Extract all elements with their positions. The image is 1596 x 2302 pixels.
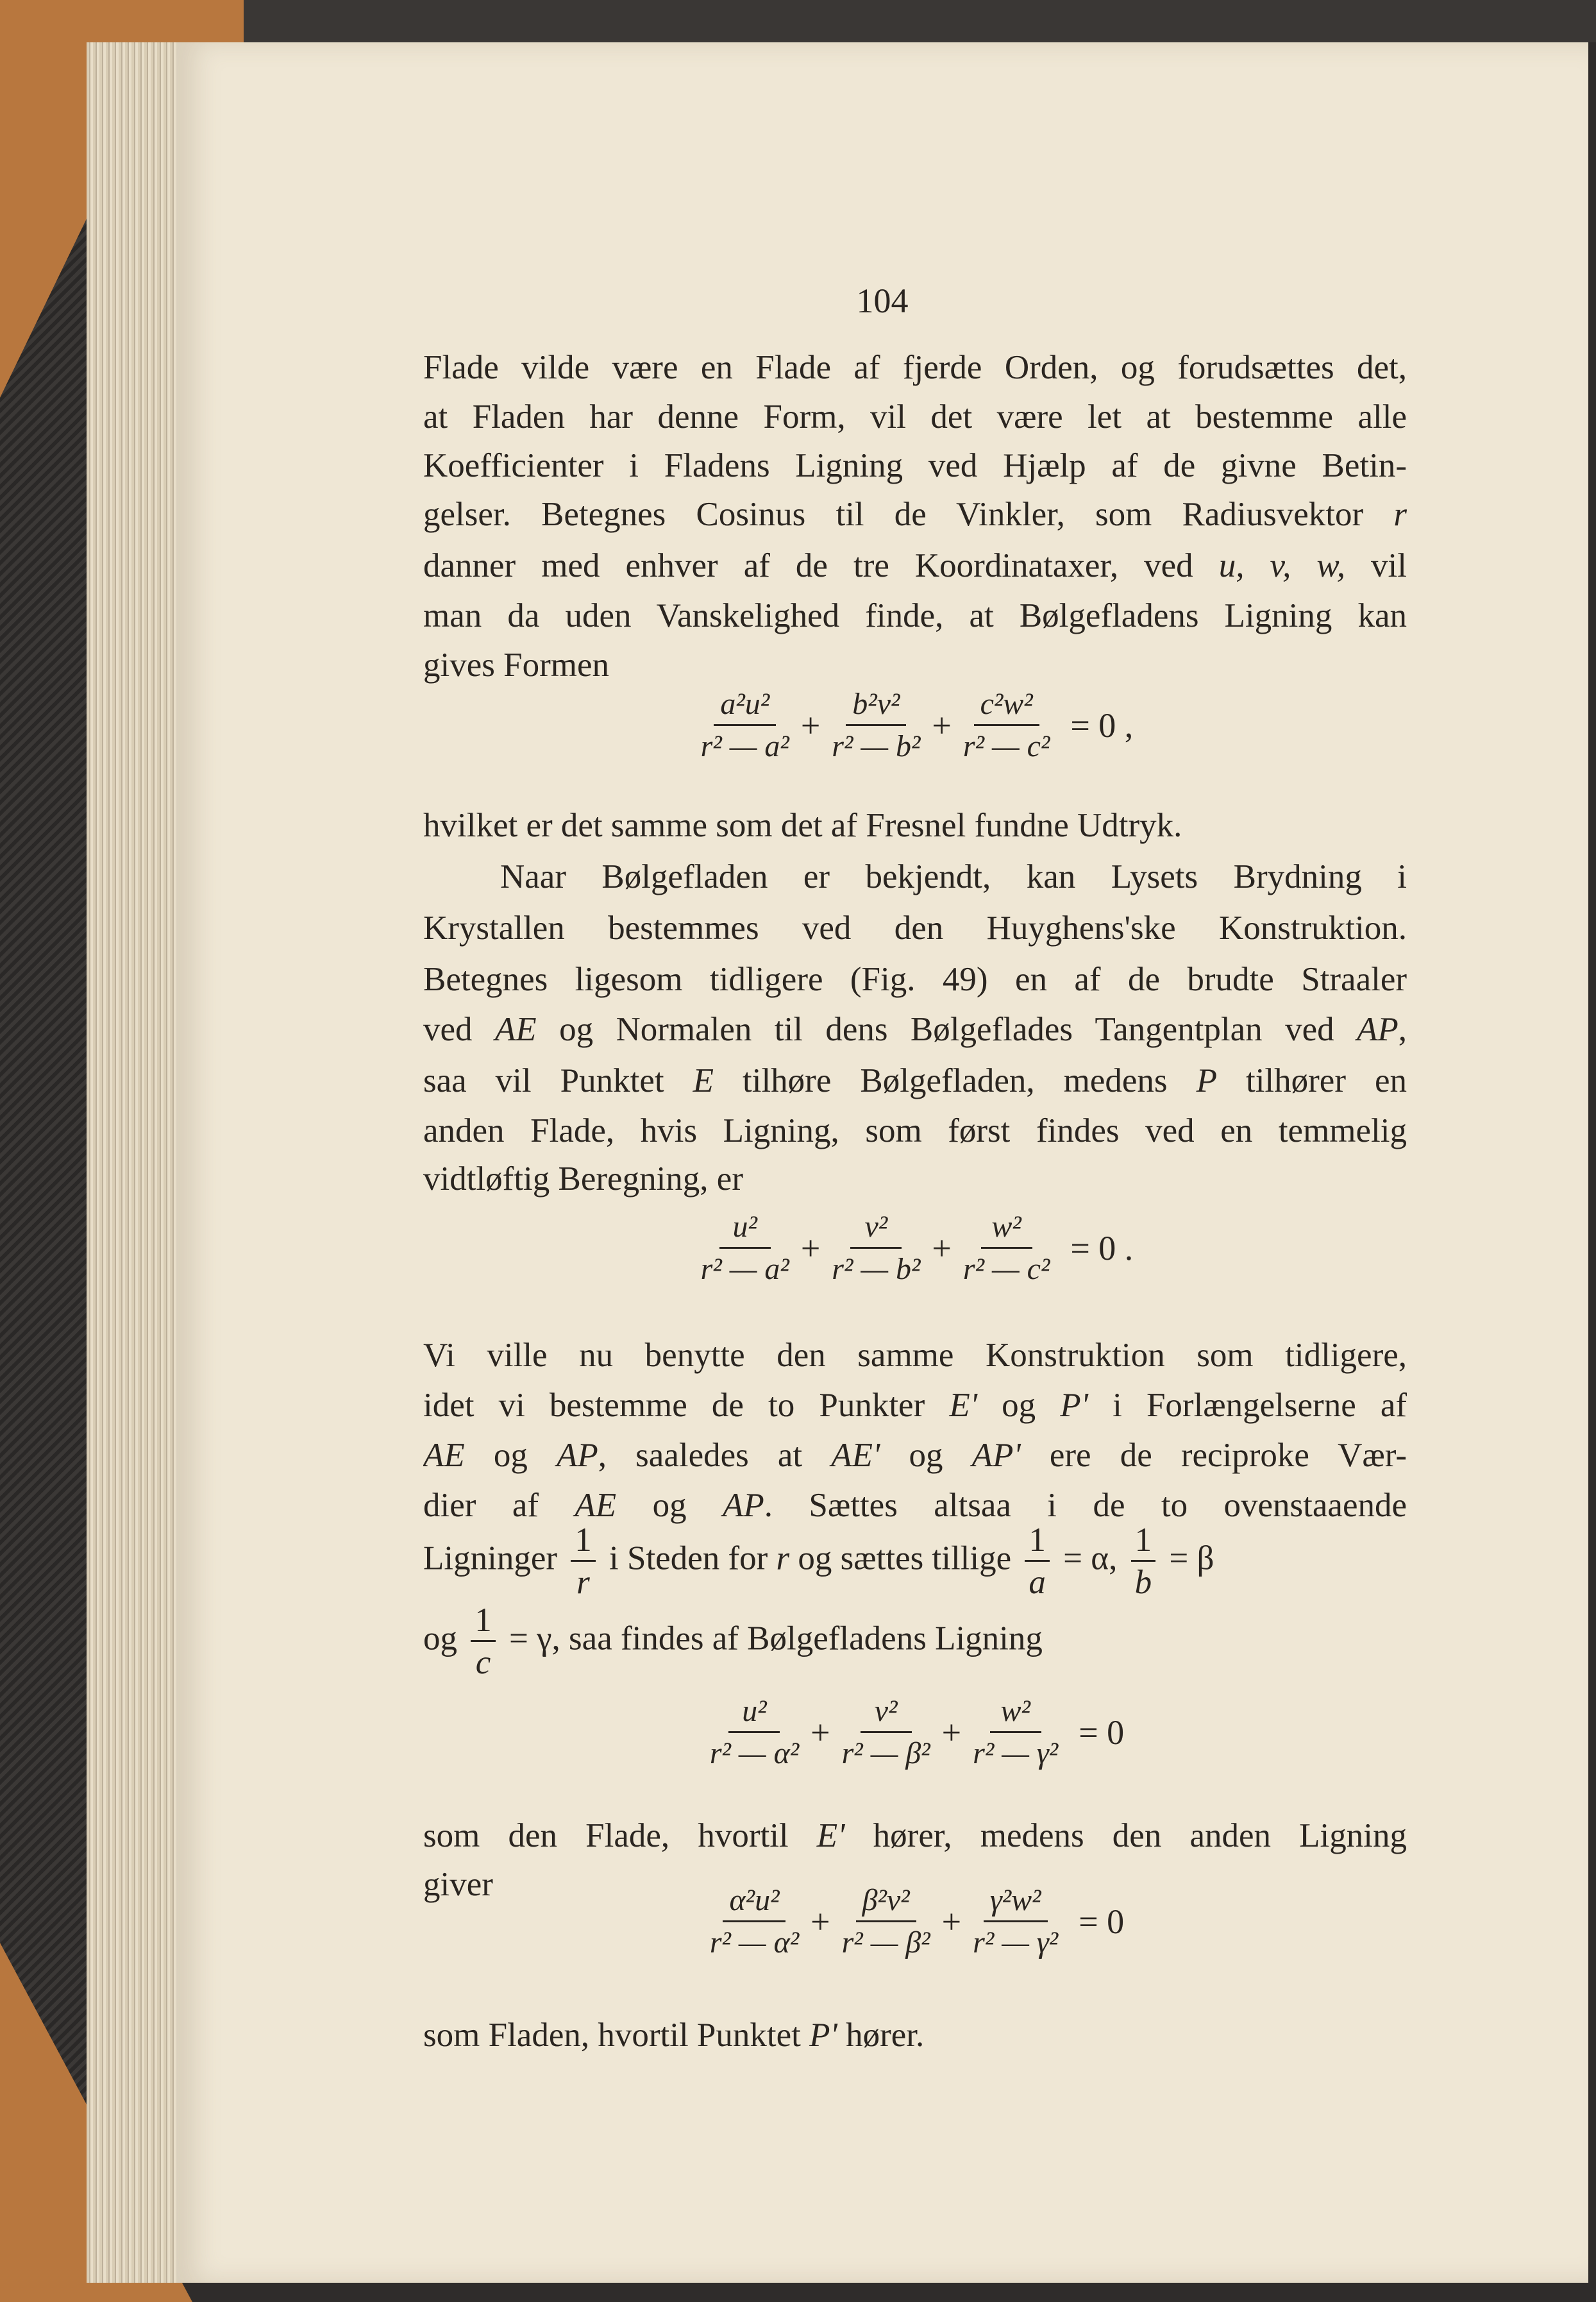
text-line — [423, 1816, 1407, 1858]
text-run: i Forlængelserne af — [1088, 1387, 1407, 1424]
text-run: , — [1398, 1011, 1407, 1048]
fraction-denominator: r² — α² — [709, 1925, 800, 1959]
plus-sign: + — [932, 706, 952, 745]
plus-sign: + — [800, 706, 821, 745]
inline-fraction — [1131, 1523, 1156, 1600]
math-symbol: P' — [809, 2017, 837, 2054]
page-number: 104 — [856, 282, 909, 320]
plus-sign: + — [800, 1228, 821, 1267]
text-run: tilhøre Bølgefladen, medens — [714, 1062, 1197, 1099]
plus-sign: + — [932, 1228, 952, 1267]
plus-sign: + — [941, 1902, 962, 1941]
fraction — [832, 1209, 920, 1287]
equation-rhs: = 0 — [1079, 1713, 1125, 1752]
fraction — [963, 686, 1050, 764]
text-run: som den Flade, hvortil — [423, 1817, 817, 1854]
fraction-denominator: r² — β² — [841, 1925, 930, 1959]
fraction-numerator: γ²w² — [984, 1883, 1048, 1922]
text-line — [423, 597, 1407, 638]
math-symbol: P — [1196, 1062, 1217, 1099]
math-symbol: AP — [557, 1437, 598, 1474]
text-run: man da uden Vanskelighed finde, at Bølgefladens Ligning kan — [423, 597, 1407, 634]
equation — [423, 1883, 1407, 1960]
equation-rhs: = 0 — [1079, 1902, 1125, 1941]
math-symbol: AE — [423, 1437, 465, 1474]
fraction — [963, 1209, 1050, 1287]
plus-sign: + — [941, 1713, 962, 1752]
text-line — [423, 1386, 1407, 1427]
text-run: saa vil Punktet — [423, 1062, 693, 1099]
text-run: Flade vilde være en Flade af fjerde Orden, og forudsættes det, — [423, 349, 1407, 386]
text-run: og sættes tillige — [789, 1539, 1020, 1577]
text-run: og — [423, 1620, 466, 1657]
leather-edge — [90, 0, 244, 42]
fraction — [701, 686, 789, 764]
text-run: gives Formen — [423, 647, 609, 684]
text-run: Ligninger — [423, 1539, 566, 1577]
fraction-denominator: r² — a² — [700, 729, 789, 763]
text-line — [423, 1436, 1407, 1477]
fraction-numerator: a²u² — [714, 686, 776, 726]
fraction-denominator: r — [576, 1564, 590, 1601]
fraction — [973, 1693, 1058, 1771]
fraction-denominator: a — [1029, 1564, 1046, 1601]
text-run: Vi ville nu benytte den samme Konstruktion som tidligere, — [423, 1337, 1407, 1374]
equation — [423, 686, 1407, 764]
math-symbol: u, v, w, — [1218, 547, 1346, 584]
text-run: og — [977, 1387, 1061, 1424]
fraction — [710, 1693, 799, 1771]
fraction-numerator: u² — [728, 1693, 780, 1733]
text-line — [423, 909, 1407, 950]
fraction-denominator: r² — b² — [832, 1252, 921, 1286]
text-run: hvilket er det samme som det af Fresnel fundne Udtryk. — [423, 807, 1182, 844]
fraction-numerator: β²v² — [856, 1883, 916, 1922]
math-symbol: r — [1393, 496, 1407, 533]
text-line — [423, 646, 1407, 684]
page-stack — [87, 42, 180, 2283]
text-line — [423, 1112, 1407, 1153]
text-run: r — [776, 1539, 790, 1577]
text-run: hører. — [837, 2017, 925, 2054]
text-line — [423, 398, 1407, 439]
fraction — [832, 686, 920, 764]
text-line — [423, 960, 1407, 1001]
fraction-denominator: r² — γ² — [973, 1736, 1059, 1770]
fraction-numerator: 1 — [1025, 1523, 1050, 1562]
text-run: , saaledes at — [598, 1437, 832, 1474]
fraction — [842, 1883, 930, 1960]
math-symbol: AP' — [971, 1437, 1021, 1474]
text-run: hører, medens den anden Ligning — [844, 1817, 1407, 1854]
math-symbol: E' — [816, 1817, 845, 1854]
math-symbol: AE — [494, 1011, 537, 1048]
text-run: tilhører en — [1216, 1062, 1407, 1099]
text-line — [423, 348, 1407, 389]
text-line — [423, 1336, 1407, 1377]
text-run: som Fladen, hvortil Punktet — [423, 2017, 810, 2054]
text-line — [423, 1160, 1407, 1198]
text-run: i Steden for — [600, 1539, 777, 1577]
math-symbol: E' — [949, 1387, 978, 1424]
text-line — [423, 806, 1407, 845]
text-run: = α, — [1054, 1539, 1126, 1577]
fraction-denominator: r² — β² — [841, 1736, 930, 1770]
inline-fraction — [471, 1604, 496, 1680]
text-run: idet vi bestemme de to Punkter — [423, 1387, 950, 1424]
text-run: . Sættes altsaa i de to ovenstaaende — [764, 1487, 1407, 1524]
plus-sign: + — [811, 1902, 830, 1941]
text-run: og — [464, 1437, 557, 1474]
equation-rhs: = 0 . — [1070, 1228, 1134, 1267]
text-run: = γ, saa findes af Bølgefladens Ligning — [500, 1620, 1043, 1657]
text-run: vidtløftig Beregning, er — [423, 1160, 743, 1198]
fraction-numerator: 1 — [571, 1523, 596, 1562]
math-symbol: E — [693, 1062, 714, 1099]
text-run: ere de reciproke Vær- — [1020, 1437, 1407, 1474]
math-symbol: AP — [1356, 1011, 1399, 1048]
text-line — [423, 1604, 1407, 1680]
math-symbol: AP — [722, 1487, 764, 1524]
text-run: danner med enhver af de tre Koordinataxer, ved — [423, 547, 1219, 584]
fraction-denominator: r² — α² — [709, 1736, 800, 1770]
fraction-denominator: r² — γ² — [973, 1925, 1059, 1959]
fraction-numerator: w² — [981, 1209, 1032, 1249]
text-line — [423, 858, 1407, 899]
text-line — [423, 446, 1407, 487]
cover-edge — [90, 0, 1596, 42]
fraction — [842, 1693, 930, 1771]
text-run: dier af — [423, 1487, 575, 1524]
fraction-numerator: u² — [719, 1209, 771, 1249]
text-line — [423, 1486, 1407, 1527]
text-run: = β — [1161, 1539, 1214, 1577]
text-run: Naar Bølgefladen er bekjendt, kan Lysets Brydning i — [500, 858, 1407, 895]
text-line — [423, 2016, 1407, 2054]
plus-sign: + — [811, 1713, 830, 1752]
fraction-numerator: v² — [861, 1693, 912, 1733]
fraction — [973, 1883, 1058, 1960]
fraction-denominator: r² — a² — [700, 1252, 789, 1286]
text-run: vil — [1345, 547, 1407, 584]
text-run: Krystallen bestemmes ved den Huyghens'ske Konstruktion. — [423, 910, 1407, 947]
text-run: Betegnes ligesom tidligere (Fig. 49) en af de brudte Straaler — [423, 961, 1407, 998]
text-run: giver — [423, 1866, 493, 1903]
text-run: ved — [423, 1011, 495, 1048]
math-symbol: AE' — [831, 1437, 880, 1474]
math-symbol: P' — [1060, 1387, 1088, 1424]
inline-fraction — [1025, 1523, 1050, 1600]
fraction-numerator: w² — [990, 1693, 1041, 1733]
text-run: Koefficienter i Fladens Ligning ved Hjælp af de givne Betin- — [423, 447, 1407, 484]
fraction-denominator: c — [475, 1644, 491, 1681]
text-run: og Normalen til dens Bølgeflades Tangentplan ved — [536, 1011, 1357, 1048]
text-run: at Fladen har denne Form, vil det være let at bestemme alle — [423, 398, 1407, 436]
text-run: og — [616, 1487, 723, 1524]
equation-rhs: = 0 , — [1070, 706, 1134, 745]
fraction-numerator: 1 — [471, 1604, 496, 1642]
equation — [423, 1693, 1407, 1771]
math-symbol: AE — [575, 1487, 617, 1524]
fraction-numerator: α²u² — [723, 1883, 785, 1922]
text-line — [423, 1010, 1407, 1051]
fraction-numerator: v² — [850, 1209, 902, 1249]
text-line — [423, 1062, 1407, 1103]
text-line — [423, 546, 1407, 588]
text-run: og — [880, 1437, 972, 1474]
text-run: anden Flade, hvis Ligning, som først findes ved en temmelig — [423, 1112, 1407, 1149]
fraction-denominator: r² — c² — [962, 729, 1050, 763]
fraction-denominator: r² — b² — [832, 729, 921, 763]
fraction-numerator: b²v² — [846, 686, 906, 726]
text-line — [423, 1523, 1407, 1600]
inline-fraction — [571, 1523, 596, 1600]
text-run: gelser. Betegnes Cosinus til de Vinkler, som Radiusvektor — [423, 496, 1394, 533]
fraction — [701, 1209, 789, 1287]
fraction-denominator: b — [1134, 1564, 1152, 1601]
fraction-numerator: c²w² — [974, 686, 1039, 726]
fraction-numerator: 1 — [1131, 1523, 1156, 1562]
fraction-denominator: r² — c² — [962, 1252, 1050, 1286]
text-line — [423, 495, 1407, 536]
fraction — [710, 1883, 799, 1960]
equation — [423, 1209, 1407, 1287]
